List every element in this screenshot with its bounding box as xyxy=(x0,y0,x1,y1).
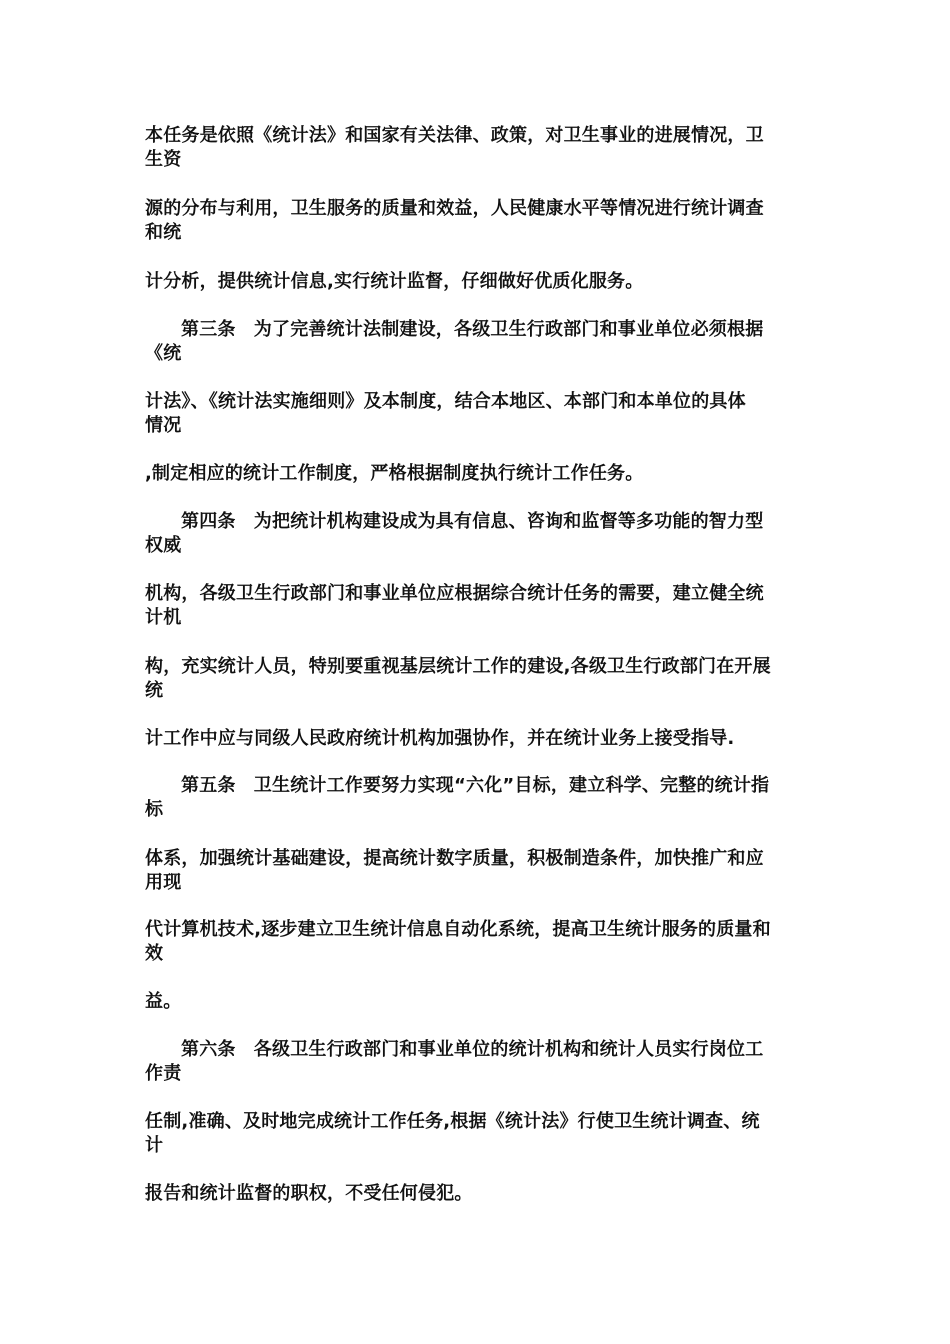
line-text: ,制定相应的统计工作制度，严格根据制度执行统计工作任务。 xyxy=(145,463,644,484)
line-text: 第六条 各级卫生行政部门和事业单位的统计机构和统计人员实行岗位工 xyxy=(181,1039,764,1060)
text-line xyxy=(145,197,810,245)
text-line xyxy=(145,655,810,703)
text-line xyxy=(145,990,810,1014)
text-line xyxy=(145,390,810,438)
text-line xyxy=(145,918,810,966)
line-text: 计工作中应与同级人民政府统计机构加强协作，并在统计业务上接受指导. xyxy=(145,728,735,749)
line-text: 益。 xyxy=(145,991,182,1012)
line-text: 报告和统计监督的职权，不受任何侵犯。 xyxy=(145,1183,473,1204)
text-line xyxy=(145,582,810,630)
line-wrap-text: 权威 xyxy=(145,535,182,556)
text-line xyxy=(145,774,810,822)
line-text: 第五条 卫生统计工作要努力实现“六化”目标，建立科学、完整的统计指 xyxy=(181,775,770,796)
line-wrap-text: 用现 xyxy=(145,872,182,893)
line-text: 代计算机技术,逐步建立卫生统计信息自动化系统，提高卫生统计服务的质量和 xyxy=(145,919,771,940)
text-line xyxy=(145,124,810,172)
line-wrap-text: 统 xyxy=(145,680,164,701)
text-line xyxy=(145,847,810,895)
text-line xyxy=(145,1182,810,1206)
text-line xyxy=(145,727,810,751)
line-wrap-text: 计 xyxy=(145,1135,164,1156)
line-wrap-text: 情况 xyxy=(145,415,182,436)
text-line xyxy=(145,1110,810,1158)
text-line xyxy=(145,1038,810,1086)
text-line xyxy=(145,270,810,294)
text-line xyxy=(145,462,810,486)
text-line xyxy=(145,510,810,558)
line-text: 机构，各级卫生行政部门和事业单位应根据综合统计任务的需要，建立健全统 xyxy=(145,583,764,604)
text-line xyxy=(145,318,810,366)
line-wrap-text: 计机 xyxy=(145,607,182,628)
line-text: 第四条 为把统计机构建设成为具有信息、咨询和监督等多功能的智力型 xyxy=(181,511,764,532)
line-wrap-text: 生资 xyxy=(145,149,182,170)
line-text: 体系，加强统计基础建设，提高统计数字质量，积极制造条件，加快推广和应 xyxy=(145,848,764,869)
line-wrap-text: 标 xyxy=(145,799,164,820)
line-wrap-text: 效 xyxy=(145,943,164,964)
line-wrap-text: 和统 xyxy=(145,222,182,243)
line-wrap-text: 《统 xyxy=(145,343,182,364)
line-text: 计法》、《统计法实施细则》及本制度，结合本地区、本部门和本单位的具体 xyxy=(145,391,746,412)
line-text: 源的分布与利用，卫生服务的质量和效益，人民健康水平等情况进行统计调查 xyxy=(145,198,764,219)
line-text: 本任务是依照《统计法》和国家有关法律、政策，对卫生事业的进展情况，卫 xyxy=(145,125,764,146)
line-text: 计分析，提供统计信息,实行统计监督，仔细做好优质化服务。 xyxy=(145,271,644,292)
line-wrap-text: 作责 xyxy=(145,1063,182,1084)
line-text: 构，充实统计人员，特别要重视基层统计工作的建设,各级卫生行政部门在开展 xyxy=(145,656,771,677)
line-text: 第三条 为了完善统计法制建设，各级卫生行政部门和事业单位必须根据 xyxy=(181,319,764,340)
line-text: 任制,准确、及时地完成统计工作任务,根据《统计法》行使卫生统计调查、统 xyxy=(145,1111,760,1132)
